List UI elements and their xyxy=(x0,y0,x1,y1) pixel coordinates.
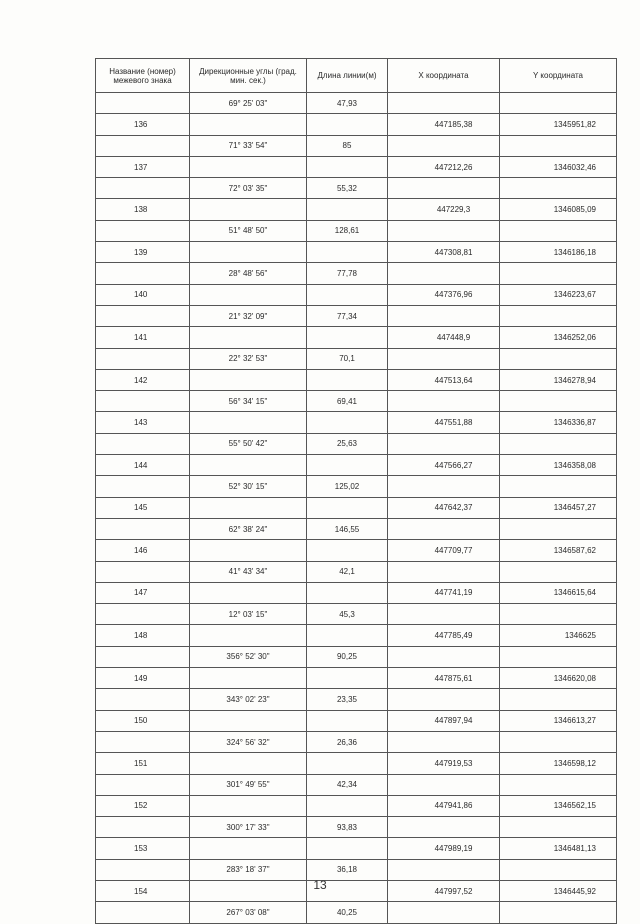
cell-line-length: 77,78 xyxy=(307,263,388,284)
cell-line-length: 36,18 xyxy=(307,859,388,880)
table-row-segment xyxy=(96,263,617,284)
cell-direction-angle: 55° 50' 42" xyxy=(190,433,307,454)
cell-x-coordinate: 447897,94 xyxy=(388,710,500,731)
cell-line-length: 45,3 xyxy=(307,604,388,625)
cell-direction-angle: 12° 03' 15" xyxy=(190,604,307,625)
table-row-marker xyxy=(96,795,617,816)
cell-line-length xyxy=(307,795,388,816)
cell-direction-angle xyxy=(190,455,307,476)
cell-y-coordinate xyxy=(500,135,617,156)
header-direction-angle: Дирекционные углы (град. мин. сек.) xyxy=(190,59,307,93)
cell-y-coordinate xyxy=(500,689,617,710)
cell-line-length xyxy=(307,199,388,220)
cell-y-coordinate xyxy=(500,433,617,454)
cell-marker-name: 140 xyxy=(96,284,190,305)
table-row-segment xyxy=(96,604,617,625)
cell-line-length xyxy=(307,327,388,348)
cell-direction-angle xyxy=(190,710,307,731)
cell-direction-angle xyxy=(190,369,307,390)
cell-direction-angle: 41° 43' 34" xyxy=(190,561,307,582)
cell-x-coordinate xyxy=(388,518,500,539)
table-row-segment xyxy=(96,135,617,156)
cell-direction-angle xyxy=(190,753,307,774)
table-row-marker xyxy=(96,540,617,561)
table-row-segment xyxy=(96,348,617,369)
cell-direction-angle: 56° 34' 15" xyxy=(190,391,307,412)
cell-x-coordinate: 447551,88 xyxy=(388,412,500,433)
cell-line-length xyxy=(307,242,388,263)
cell-x-coordinate: 447941,86 xyxy=(388,795,500,816)
cell-line-length xyxy=(307,668,388,689)
table-row-marker xyxy=(96,455,617,476)
cell-x-coordinate xyxy=(388,561,500,582)
cell-y-coordinate xyxy=(500,561,617,582)
table-row-marker xyxy=(96,625,617,646)
cell-marker-name xyxy=(96,135,190,156)
table-row-segment xyxy=(96,518,617,539)
cell-direction-angle xyxy=(190,582,307,603)
cell-direction-angle xyxy=(190,284,307,305)
table-row-segment xyxy=(96,433,617,454)
cell-line-length: 125,02 xyxy=(307,476,388,497)
cell-line-length xyxy=(307,497,388,518)
cell-marker-name: 152 xyxy=(96,795,190,816)
cell-line-length: 55,32 xyxy=(307,178,388,199)
cell-line-length xyxy=(307,369,388,390)
cell-y-coordinate: 1346085,09 xyxy=(500,199,617,220)
cell-direction-angle xyxy=(190,156,307,177)
cell-line-length xyxy=(307,838,388,859)
table-row-marker xyxy=(96,284,617,305)
cell-y-coordinate: 1346598,12 xyxy=(500,753,617,774)
cell-x-coordinate xyxy=(388,348,500,369)
cell-x-coordinate xyxy=(388,391,500,412)
cell-line-length xyxy=(307,540,388,561)
cell-x-coordinate: 447376,96 xyxy=(388,284,500,305)
cell-line-length: 47,93 xyxy=(307,93,388,114)
table-row-marker xyxy=(96,156,617,177)
cell-direction-angle: 356° 52' 30" xyxy=(190,646,307,667)
cell-marker-name xyxy=(96,774,190,795)
cell-direction-angle xyxy=(190,114,307,135)
cell-x-coordinate xyxy=(388,689,500,710)
table-row-segment xyxy=(96,476,617,497)
cell-y-coordinate xyxy=(500,817,617,838)
cell-line-length xyxy=(307,114,388,135)
cell-y-coordinate: 1346625 xyxy=(500,625,617,646)
cell-direction-angle xyxy=(190,242,307,263)
cell-direction-angle: 283° 18' 37" xyxy=(190,859,307,880)
header-y-coordinate: Y координата xyxy=(500,59,617,93)
cell-line-length: 93,83 xyxy=(307,817,388,838)
cell-y-coordinate xyxy=(500,646,617,667)
cell-line-length: 40,25 xyxy=(307,902,388,923)
cell-direction-angle: 69° 25' 03" xyxy=(190,93,307,114)
cell-marker-name xyxy=(96,817,190,838)
cell-x-coordinate xyxy=(388,305,500,326)
table-row-segment xyxy=(96,774,617,795)
cell-y-coordinate xyxy=(500,518,617,539)
boundary-coordinates-table xyxy=(95,58,617,924)
cell-marker-name: 136 xyxy=(96,114,190,135)
cell-y-coordinate: 1346613,27 xyxy=(500,710,617,731)
cell-y-coordinate xyxy=(500,391,617,412)
cell-x-coordinate xyxy=(388,263,500,284)
cell-x-coordinate: 447513,64 xyxy=(388,369,500,390)
cell-y-coordinate: 1345951,82 xyxy=(500,114,617,135)
table-row-marker xyxy=(96,114,617,135)
cell-marker-name xyxy=(96,646,190,667)
cell-line-length xyxy=(307,455,388,476)
cell-y-coordinate xyxy=(500,604,617,625)
cell-y-coordinate: 1346252,06 xyxy=(500,327,617,348)
cell-x-coordinate xyxy=(388,220,500,241)
cell-marker-name xyxy=(96,391,190,412)
cell-line-length xyxy=(307,156,388,177)
cell-direction-angle: 343° 02' 23" xyxy=(190,689,307,710)
cell-direction-angle: 51° 48' 50" xyxy=(190,220,307,241)
cell-direction-angle: 22° 32' 53" xyxy=(190,348,307,369)
cell-marker-name: 137 xyxy=(96,156,190,177)
cell-marker-name: 154 xyxy=(96,880,190,901)
cell-y-coordinate: 1346358,08 xyxy=(500,455,617,476)
cell-line-length: 69,41 xyxy=(307,391,388,412)
cell-x-coordinate: 447919,53 xyxy=(388,753,500,774)
cell-x-coordinate xyxy=(388,604,500,625)
cell-x-coordinate: 447875,61 xyxy=(388,668,500,689)
cell-marker-name: 153 xyxy=(96,838,190,859)
cell-marker-name xyxy=(96,731,190,752)
cell-marker-name: 144 xyxy=(96,455,190,476)
cell-marker-name xyxy=(96,93,190,114)
cell-y-coordinate xyxy=(500,178,617,199)
cell-x-coordinate: 447448,9 xyxy=(388,327,500,348)
cell-marker-name: 138 xyxy=(96,199,190,220)
cell-line-length xyxy=(307,710,388,731)
cell-y-coordinate xyxy=(500,263,617,284)
cell-x-coordinate xyxy=(388,135,500,156)
cell-x-coordinate: 447785,49 xyxy=(388,625,500,646)
cell-direction-angle: 52° 30' 15" xyxy=(190,476,307,497)
cell-direction-angle: 62° 38' 24" xyxy=(190,518,307,539)
table-row-segment xyxy=(96,220,617,241)
cell-y-coordinate: 1346481,13 xyxy=(500,838,617,859)
table-row-segment xyxy=(96,93,617,114)
cell-marker-name xyxy=(96,220,190,241)
cell-x-coordinate xyxy=(388,817,500,838)
table-row-segment xyxy=(96,561,617,582)
table-row-segment xyxy=(96,305,617,326)
cell-y-coordinate: 1346032,46 xyxy=(500,156,617,177)
cell-y-coordinate xyxy=(500,220,617,241)
cell-y-coordinate: 1346587,62 xyxy=(500,540,617,561)
table-row-marker xyxy=(96,199,617,220)
cell-marker-name xyxy=(96,561,190,582)
cell-line-length: 77,34 xyxy=(307,305,388,326)
table-row-marker xyxy=(96,582,617,603)
cell-y-coordinate xyxy=(500,731,617,752)
table-row-segment xyxy=(96,646,617,667)
cell-x-coordinate xyxy=(388,93,500,114)
cell-marker-name xyxy=(96,476,190,497)
cell-x-coordinate xyxy=(388,731,500,752)
cell-line-length: 42,34 xyxy=(307,774,388,795)
cell-x-coordinate: 447709,77 xyxy=(388,540,500,561)
cell-line-length xyxy=(307,625,388,646)
cell-direction-angle: 72° 03' 35" xyxy=(190,178,307,199)
cell-marker-name xyxy=(96,689,190,710)
table-row-segment xyxy=(96,178,617,199)
page-number: 13 xyxy=(313,878,327,892)
table-row-marker xyxy=(96,838,617,859)
cell-x-coordinate: 447212,26 xyxy=(388,156,500,177)
table-row-marker xyxy=(96,710,617,731)
cell-direction-angle: 267° 03' 08" xyxy=(190,902,307,923)
cell-line-length: 85 xyxy=(307,135,388,156)
cell-y-coordinate xyxy=(500,774,617,795)
table-header-row xyxy=(96,59,617,93)
cell-marker-name: 149 xyxy=(96,668,190,689)
cell-marker-name xyxy=(96,178,190,199)
cell-direction-angle: 28° 48' 56" xyxy=(190,263,307,284)
table-row-segment xyxy=(96,689,617,710)
cell-y-coordinate: 1346615,64 xyxy=(500,582,617,603)
table-row-marker xyxy=(96,497,617,518)
cell-line-length: 146,55 xyxy=(307,518,388,539)
cell-direction-angle xyxy=(190,199,307,220)
header-line-length: Длина линии(м) xyxy=(307,59,388,93)
cell-line-length xyxy=(307,753,388,774)
cell-marker-name: 150 xyxy=(96,710,190,731)
cell-direction-angle xyxy=(190,668,307,689)
cell-marker-name xyxy=(96,604,190,625)
cell-x-coordinate: 447185,38 xyxy=(388,114,500,135)
cell-y-coordinate: 1346445,92 xyxy=(500,880,617,901)
cell-y-coordinate: 1346562,15 xyxy=(500,795,617,816)
cell-marker-name: 146 xyxy=(96,540,190,561)
cell-direction-angle: 301° 49' 55" xyxy=(190,774,307,795)
cell-line-length: 42,1 xyxy=(307,561,388,582)
cell-direction-angle: 21° 32' 09" xyxy=(190,305,307,326)
cell-y-coordinate: 1346186,18 xyxy=(500,242,617,263)
cell-x-coordinate xyxy=(388,178,500,199)
cell-marker-name: 141 xyxy=(96,327,190,348)
cell-line-length: 26,36 xyxy=(307,731,388,752)
cell-marker-name: 148 xyxy=(96,625,190,646)
cell-line-length xyxy=(307,412,388,433)
cell-direction-angle: 324° 56' 32" xyxy=(190,731,307,752)
cell-direction-angle xyxy=(190,412,307,433)
table-row-marker xyxy=(96,412,617,433)
table-row-segment xyxy=(96,731,617,752)
cell-y-coordinate xyxy=(500,476,617,497)
cell-marker-name: 139 xyxy=(96,242,190,263)
cell-marker-name: 142 xyxy=(96,369,190,390)
table-body xyxy=(96,93,617,924)
table-row-segment xyxy=(96,817,617,838)
cell-y-coordinate: 1346457,27 xyxy=(500,497,617,518)
cell-direction-angle xyxy=(190,497,307,518)
cell-y-coordinate: 1346336,87 xyxy=(500,412,617,433)
cell-direction-angle: 71° 33' 54" xyxy=(190,135,307,156)
cell-direction-angle xyxy=(190,625,307,646)
table-row-marker xyxy=(96,753,617,774)
cell-direction-angle xyxy=(190,540,307,561)
header-x-coordinate: X координата xyxy=(388,59,500,93)
cell-marker-name xyxy=(96,305,190,326)
table-row-marker xyxy=(96,327,617,348)
cell-y-coordinate xyxy=(500,348,617,369)
cell-marker-name xyxy=(96,433,190,454)
cell-x-coordinate: 447229,3 xyxy=(388,199,500,220)
cell-marker-name xyxy=(96,263,190,284)
cell-x-coordinate: 447989,19 xyxy=(388,838,500,859)
cell-line-length: 128,61 xyxy=(307,220,388,241)
cell-line-length: 25,63 xyxy=(307,433,388,454)
cell-x-coordinate: 447741,19 xyxy=(388,582,500,603)
cell-marker-name xyxy=(96,348,190,369)
cell-x-coordinate xyxy=(388,646,500,667)
cell-x-coordinate xyxy=(388,774,500,795)
cell-line-length xyxy=(307,582,388,603)
cell-x-coordinate xyxy=(388,433,500,454)
cell-y-coordinate: 1346223,67 xyxy=(500,284,617,305)
cell-direction-angle xyxy=(190,795,307,816)
cell-direction-angle: 300° 17' 33" xyxy=(190,817,307,838)
cell-line-length: 23,35 xyxy=(307,689,388,710)
cell-x-coordinate: 447308,81 xyxy=(388,242,500,263)
cell-y-coordinate: 1346278,94 xyxy=(500,369,617,390)
cell-x-coordinate: 447642,37 xyxy=(388,497,500,518)
cell-line-length: 90,25 xyxy=(307,646,388,667)
cell-y-coordinate: 1346620,08 xyxy=(500,668,617,689)
cell-marker-name xyxy=(96,518,190,539)
table-row-marker xyxy=(96,369,617,390)
cell-y-coordinate xyxy=(500,305,617,326)
cell-marker-name: 143 xyxy=(96,412,190,433)
header-marker-name: Название (номер) межевого знака xyxy=(96,59,190,93)
cell-x-coordinate: 447566,27 xyxy=(388,455,500,476)
cell-direction-angle xyxy=(190,327,307,348)
table-row-segment xyxy=(96,391,617,412)
cell-x-coordinate xyxy=(388,476,500,497)
cell-direction-angle xyxy=(190,838,307,859)
cell-x-coordinate: 447997,52 xyxy=(388,880,500,901)
cell-marker-name: 151 xyxy=(96,753,190,774)
table-row-marker xyxy=(96,668,617,689)
cell-marker-name: 145 xyxy=(96,497,190,518)
table-row-marker xyxy=(96,242,617,263)
cell-marker-name: 147 xyxy=(96,582,190,603)
cell-y-coordinate xyxy=(500,93,617,114)
cell-line-length xyxy=(307,284,388,305)
cell-line-length: 70,1 xyxy=(307,348,388,369)
